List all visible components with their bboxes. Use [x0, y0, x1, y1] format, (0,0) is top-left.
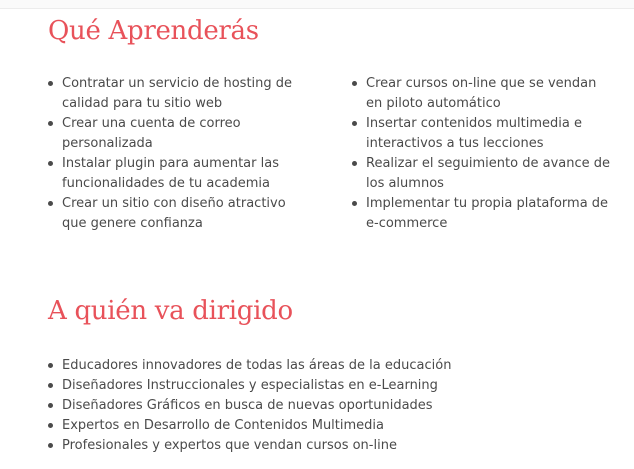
list-item: Crear una cuenta de correo personalizada — [48, 114, 298, 154]
audience-section-title: A quién va dirigido — [48, 296, 293, 326]
list-item: Crear cursos on-line que se vendan en piloto automático — [352, 74, 614, 114]
list-item: Implementar tu propia plataforma de e-commerce — [352, 194, 614, 234]
list-item: Crear un sitio con diseño atractivo que genere confianza — [48, 194, 298, 234]
audience-list — [48, 356, 608, 456]
list-item: Insertar contenidos multimedia e interactivos a tus lecciones — [352, 114, 614, 154]
header-divider — [0, 0, 634, 9]
list-item: Instalar plugin para aumentar las funcionalidades de tu academia — [48, 154, 298, 194]
list-item: Educadores innovadores de todas las áreas de la educación — [48, 356, 608, 376]
list-item: Realizar el seguimiento de avance de los alumnos — [352, 154, 614, 194]
list-item: Diseñadores Instruccionales y especialistas en e-Learning — [48, 376, 608, 396]
learn-list-left — [48, 74, 298, 234]
list-item: Expertos en Desarrollo de Contenidos Multimedia — [48, 416, 608, 436]
learn-section-title: Qué Aprenderás — [48, 16, 259, 46]
list-item: Contratar un servicio de hosting de calidad para tu sitio web — [48, 74, 298, 114]
list-item: Profesionales y expertos que vendan cursos on-line — [48, 436, 608, 456]
learn-list-right — [352, 74, 614, 234]
list-item: Diseñadores Gráficos en busca de nuevas oportunidades — [48, 396, 608, 416]
